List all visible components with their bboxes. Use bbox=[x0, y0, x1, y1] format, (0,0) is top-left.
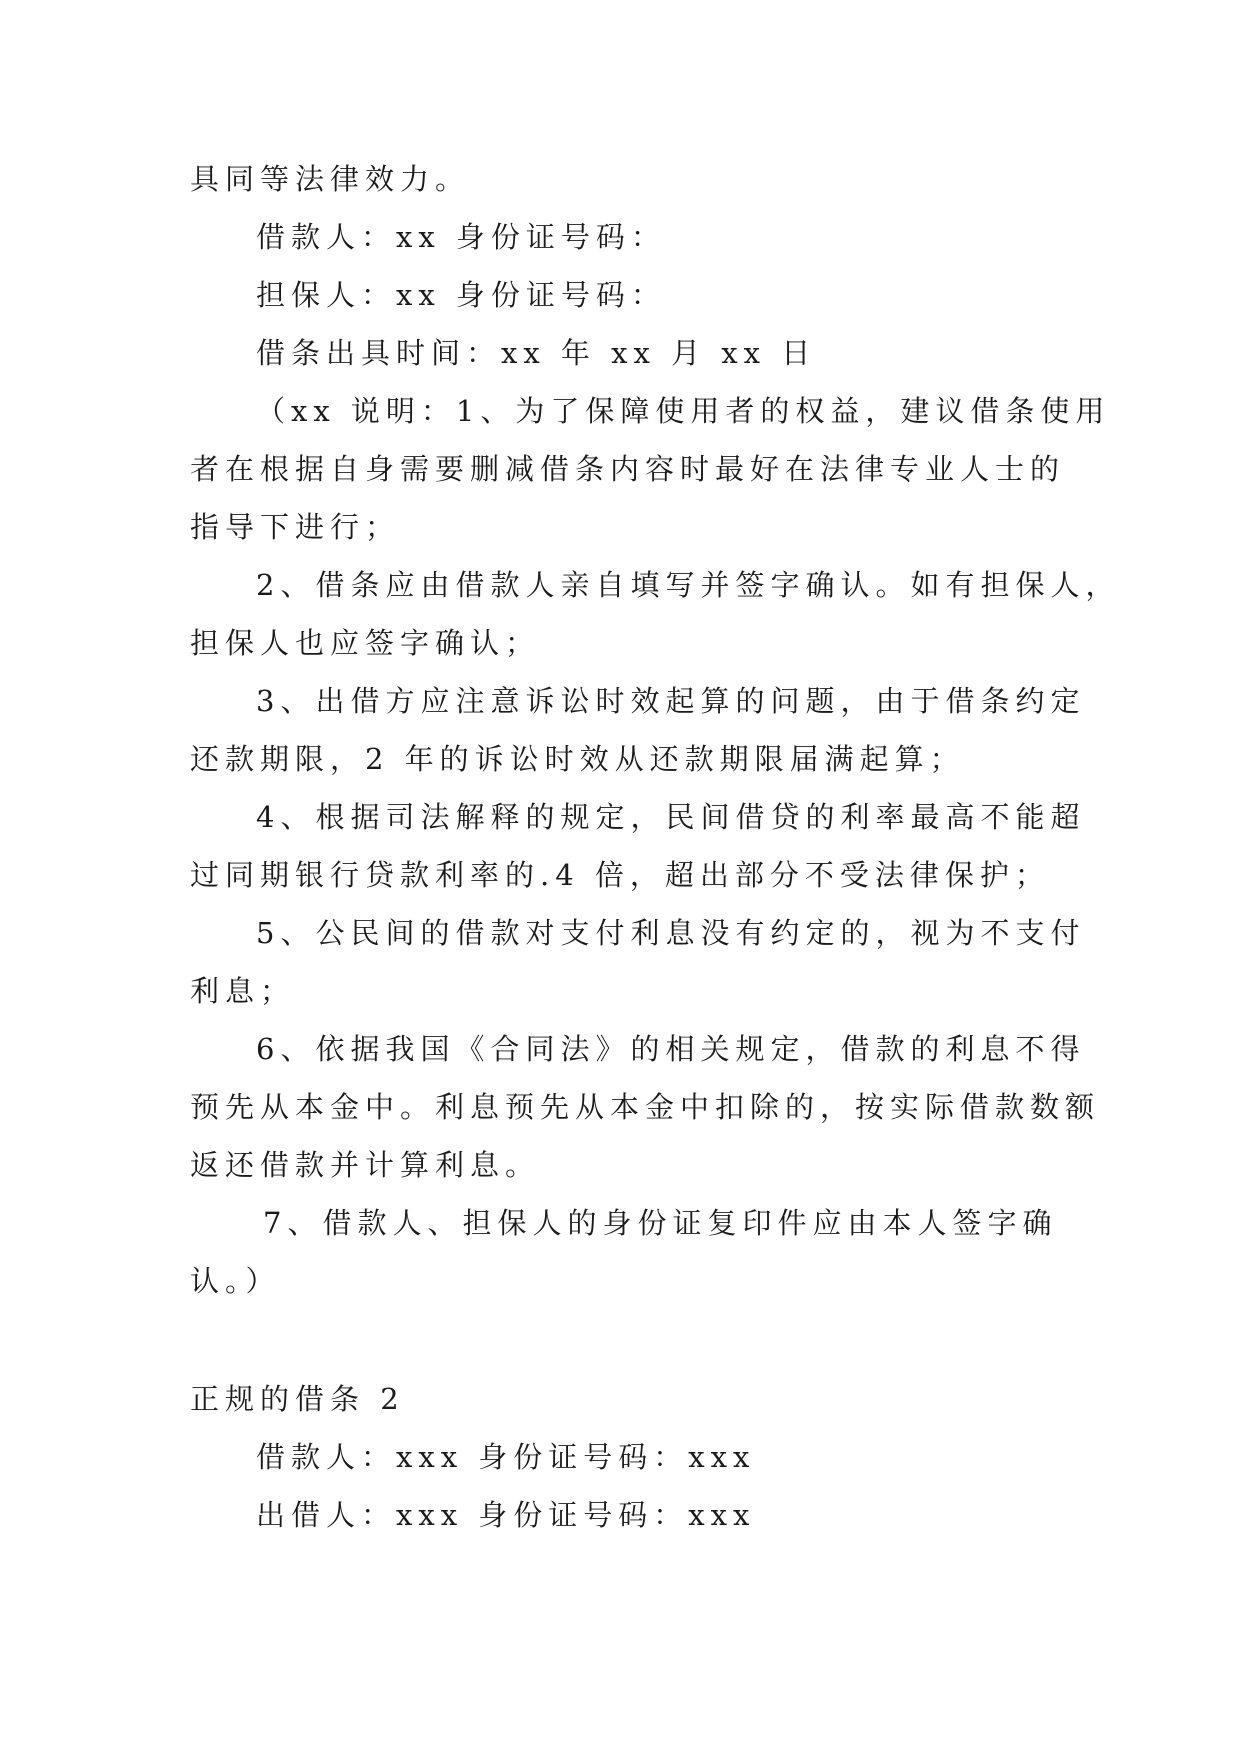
note-line: 预先从本金中。利息预先从本金中扣除的，按实际借款数额 bbox=[190, 1090, 1101, 1124]
note-line: 2、借条应由借款人亲自填写并签字确认。如有担保人， bbox=[256, 568, 1121, 602]
section-gap bbox=[190, 1310, 1060, 1370]
note-line: 者在根据自身需要删减借条内容时最好在法律专业人士的 bbox=[190, 452, 1066, 486]
issue-date-line: 借条出具时间：xx 年 xx 月 xx 日 bbox=[256, 336, 817, 370]
note-line: 指导下进行； bbox=[190, 510, 401, 544]
note-line: 还款期限，2 年的诉讼时效从还款期限届满起算； bbox=[190, 742, 965, 776]
note-line: 过同期银行贷款利率的.4 倍，超出部分不受法律保护； bbox=[190, 858, 1050, 892]
guarantor-line: 担保人：xx 身份证号码： bbox=[256, 278, 666, 312]
borrower-line: 借款人：xxx 身份证号码：xxx bbox=[256, 1440, 756, 1474]
note-line: 5、公民间的借款对支付利息没有约定的，视为不支付 bbox=[256, 916, 1086, 950]
note-line: 4、根据司法解释的规定，民间借贷的利率最高不能超 bbox=[256, 800, 1086, 834]
note-line: 担保人也应签字确认； bbox=[190, 626, 541, 660]
lender-line: 出借人：xxx 身份证号码：xxx bbox=[256, 1498, 756, 1532]
note-line: 3、出借方应注意诉讼时效起算的问题，由于借条约定 bbox=[256, 684, 1086, 718]
note-line: 返还借款并计算利息。 bbox=[190, 1148, 541, 1182]
note-line: 7、借款人、担保人的身份证复印件应由本人签字确 bbox=[263, 1206, 1058, 1240]
note-line: 利息； bbox=[190, 974, 296, 1008]
section-title: 正规的借条 2 bbox=[190, 1382, 405, 1416]
note-line: 认。） bbox=[190, 1264, 281, 1298]
note-line: 6、依据我国《合同法》的相关规定，借款的利息不得 bbox=[256, 1032, 1086, 1066]
document-page bbox=[190, 150, 1121, 1544]
text-line: 具同等法律效力。 bbox=[190, 162, 471, 196]
borrower-line: 借款人：xx 身份证号码： bbox=[256, 220, 666, 254]
note-line: （xx 说明：1、为了保障使用者的权益，建议借条使用 bbox=[256, 394, 1111, 428]
